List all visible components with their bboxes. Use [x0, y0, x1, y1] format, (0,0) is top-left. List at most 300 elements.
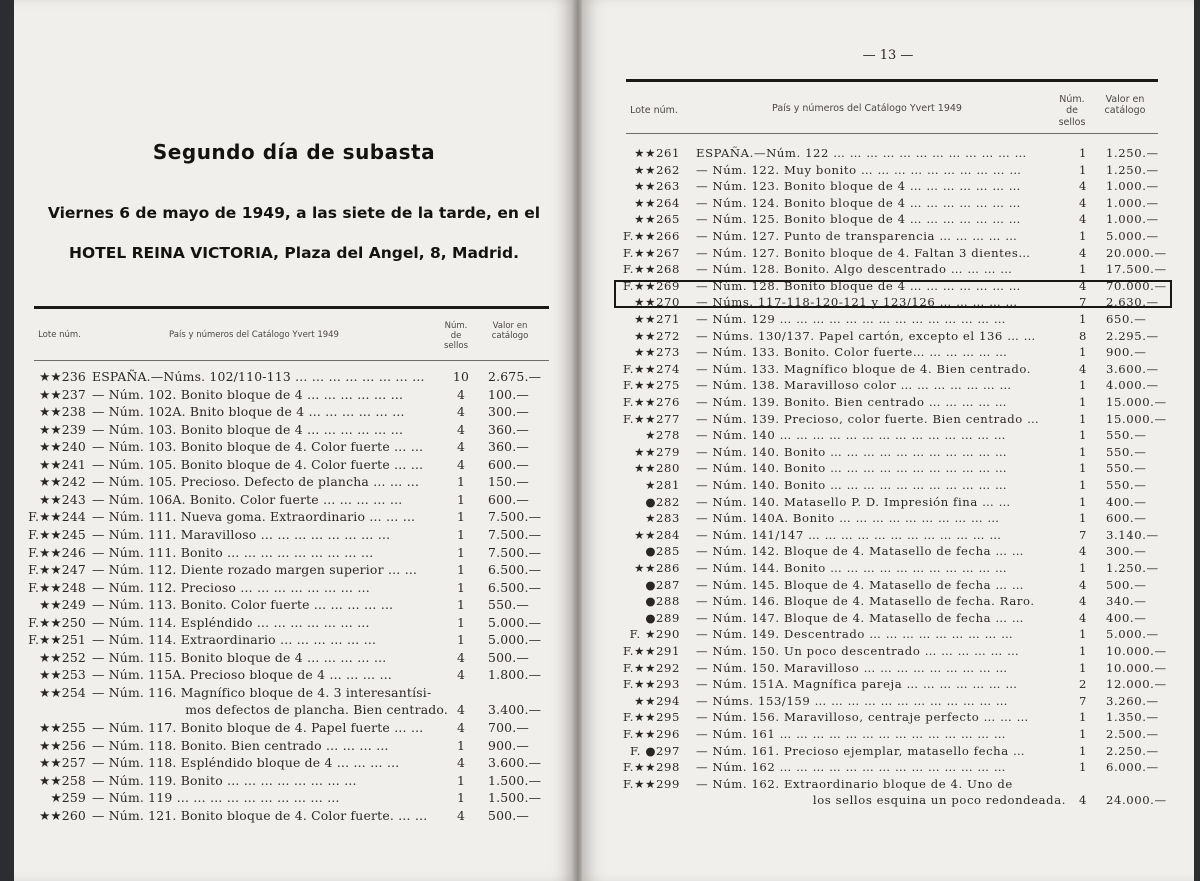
lot-row	[582, 362, 1194, 379]
lot-row	[14, 492, 574, 509]
lot-number: ★283	[645, 511, 680, 526]
lot-description: — Núms. 130/137. Papel cartón, excepto el 136 … …	[696, 328, 1036, 343]
catalog-value: 70.000.—	[1106, 278, 1167, 293]
catalog-value: 2.630.—	[1106, 295, 1159, 310]
catalog-value: 2.675.—	[488, 369, 542, 384]
stamp-count: 4	[456, 421, 466, 437]
stamp-count: 4	[456, 456, 466, 472]
lot-description: — Núm. 156. Maravilloso, centraje perfecto … … …	[696, 710, 1029, 725]
lot-number: ★★240	[39, 439, 86, 455]
lot-row	[14, 527, 574, 544]
lot-number: F.★★299	[622, 776, 680, 791]
col-lot-header: Lote núm.	[38, 330, 81, 340]
lot-row	[582, 246, 1194, 263]
lot-description: — Núm. 115. Bonito bloque de 4 … … … … …	[92, 649, 387, 665]
lot-number: ★★257	[39, 755, 86, 771]
col-lot-header: Lote núm.	[630, 105, 678, 116]
lot-number: ★★238	[39, 404, 86, 420]
catalog-value: 20.000.—	[1106, 245, 1167, 260]
lot-row	[582, 644, 1194, 661]
stamp-count: 1	[1079, 660, 1087, 675]
catalog-value: 5.000.—	[488, 632, 542, 648]
lot-description: mos defectos de plancha. Bien centrado.	[185, 702, 448, 718]
catalog-value: 650.—	[1106, 312, 1147, 326]
lot-row	[14, 685, 574, 702]
catalog-value: 12.000.—	[1106, 677, 1167, 692]
lot-description: — Núm. 150. Maravilloso … … … … … … … … …	[696, 660, 1008, 675]
lot-row	[582, 395, 1194, 412]
stamp-count: 1	[1079, 561, 1087, 575]
catalog-value: 4.000.—	[1106, 378, 1159, 393]
lot-row	[582, 378, 1194, 395]
catalog-value: 500.—	[488, 649, 529, 665]
catalog-value: 1.350.—	[1106, 710, 1159, 725]
lot-description: — Núm. 111. Nueva goma. Extraordinario … … …	[92, 509, 416, 525]
lot-description: ESPAÑA.—Núm. 122 … … … … … … … … … … … …	[696, 146, 1027, 160]
lot-description: — Núm. 125. Bonito bloque de 4 … … … … … … …	[696, 212, 1021, 227]
lot-description: — Núm. 115A. Precioso bloque de 4 … … … …	[92, 667, 393, 683]
catalog-value: 7.500.—	[488, 509, 542, 525]
catalog-value: 17.500.—	[1106, 262, 1167, 277]
lot-row	[14, 369, 574, 386]
lot-description: — Núm. 149. Descentrado … … … … … … … … …	[696, 627, 1014, 642]
lot-description: — Núm. 118. Bonito. Bien centrado … … … …	[92, 737, 389, 753]
lot-description: — Núm. 144. Bonito … … … … … … … … … … …	[696, 561, 1008, 575]
lot-description: — Núm. 139. Precioso, color fuerte. Bien centrado …	[696, 411, 1040, 426]
col-stamps-header: Núm. de sellos	[443, 321, 468, 352]
lot-description: — Núm. 128. Bonito. Algo descentrado … … … …	[696, 262, 1013, 277]
lot-description: — Núm. 140 … … … … … … … … … … … … … …	[696, 428, 1007, 443]
catalog-value: 600.—	[1106, 511, 1147, 526]
lot-row	[582, 561, 1194, 578]
catalog-value: 1.000.—	[1106, 212, 1159, 227]
lot-row	[582, 777, 1194, 794]
lot-description: los sellos esquina un poco redondeada.	[812, 793, 1066, 808]
lot-number: ★259	[50, 790, 86, 806]
lot-description: — Núm. 150. Un poco descentrado … … … … … …	[696, 644, 1020, 658]
lot-description: — Núm. 161 … … … … … … … … … … … … … …	[696, 727, 1007, 741]
lot-description: — Núm. 112. Diente rozado margen superior … …	[92, 562, 418, 578]
lot-description: — Núms. 117-118-120-121 y 123/126 … … … … …	[696, 295, 1018, 310]
stamp-count: 1	[456, 579, 466, 595]
stamp-count: 4	[456, 720, 466, 735]
left-page	[14, 0, 574, 881]
catalog-value: 900.—	[488, 737, 529, 753]
lot-description: — Núm. 121. Bonito bloque de 4. Color fuerte. … …	[92, 807, 428, 823]
lot-row	[582, 478, 1194, 495]
stamp-count: 1	[1079, 444, 1087, 459]
stamp-count: 7	[1079, 693, 1087, 708]
col-value-header: Valor en catálogo	[1104, 94, 1146, 117]
lot-number: ●285	[645, 544, 680, 559]
lot-description: — Núm. 118. Espléndido bloque de 4 … … … …	[92, 755, 400, 771]
auction-date-line: Viernes 6 de mayo de 1949, a las siete de la tarde, en el	[47, 204, 541, 222]
stamp-count: 7	[1079, 295, 1087, 310]
lot-number: F.★★247	[28, 562, 86, 578]
lot-row	[582, 262, 1194, 279]
stamp-count: 4	[456, 649, 466, 665]
lot-description: — Núm. 116. Magnífico bloque de 4. 3 interesantísi-	[92, 684, 432, 700]
lot-row	[14, 720, 574, 737]
lot-number: F.★★292	[622, 660, 680, 675]
stamp-count: 1	[456, 544, 466, 560]
lot-description: — Núm. 142. Bloque de 4. Matasello de fecha … …	[696, 544, 1025, 559]
lot-number: ●288	[645, 594, 680, 609]
catalog-value: 3.600.—	[488, 755, 542, 771]
stamp-count: 1	[456, 632, 466, 648]
lot-description: — Núm. 141/147 … … … … … … … … … … … …	[696, 527, 1002, 542]
lot-row	[582, 760, 1194, 777]
catalog-value: 15.000.—	[1106, 395, 1167, 409]
stamp-count: 2	[1079, 677, 1087, 692]
catalog-value: 7.500.—	[488, 526, 542, 542]
header-rule-top	[626, 79, 1158, 82]
stamp-count: 4	[1079, 245, 1087, 260]
lot-description: — Núm. 112. Precioso … … … … … … … …	[92, 579, 370, 595]
stamp-count: 4	[456, 807, 466, 823]
lot-number: ★★284	[634, 527, 680, 542]
catalog-value: 7.500.—	[488, 544, 542, 560]
catalog-value: 1.800.—	[488, 667, 542, 683]
lot-number: ★★254	[39, 684, 86, 700]
lot-number: ★281	[645, 478, 680, 492]
lot-row	[582, 445, 1194, 462]
stamp-count: 1	[1079, 428, 1087, 443]
stamp-count: 1	[1079, 461, 1087, 476]
lot-row	[582, 677, 1194, 694]
stamp-count: 4	[1079, 278, 1087, 293]
stamp-count: 1	[1079, 411, 1087, 426]
stamp-count: 1	[456, 491, 466, 507]
catalog-value: 1.500.—	[488, 790, 542, 806]
lot-row	[14, 773, 574, 790]
lot-description: — Núm. 127. Punto de transparencia … … … … …	[696, 229, 1018, 243]
lot-description: — Núm. 140. Matasello P. D. Impresión fina … …	[696, 494, 1011, 509]
lot-row	[582, 744, 1194, 761]
lot-number: F.★★276	[622, 395, 680, 409]
auction-title: Segundo día de subasta	[152, 140, 436, 164]
lot-number: F.★★296	[622, 727, 680, 741]
lot-description: — Núm. 161. Precioso ejemplar, matasello fecha …	[696, 743, 1026, 758]
lot-row	[582, 196, 1194, 213]
lot-number: F.★★291	[622, 644, 680, 658]
catalog-value: 10.000.—	[1106, 660, 1167, 675]
stamp-count: 7	[1079, 527, 1087, 542]
catalog-value: 10.000.—	[1106, 644, 1167, 658]
lot-description: — Núm. 140. Bonito … … … … … … … … … … …	[696, 478, 1008, 492]
catalog-value: 550.—	[1106, 478, 1147, 492]
lot-number: F.★★268	[622, 262, 680, 277]
lot-description: — Núm. 114. Extraordinario … … … … … …	[92, 632, 377, 648]
stamp-count: 1	[456, 562, 466, 578]
col-stamps-header: Núm. de sellos	[1058, 94, 1086, 128]
lot-number: F.★★274	[622, 361, 680, 376]
lot-row	[582, 212, 1194, 229]
lot-description: — Núm. 117. Bonito bloque de 4. Papel fuerte … …	[92, 720, 424, 735]
lot-description: — Núm. 114. Espléndido … … … … … … …	[92, 614, 370, 630]
lot-row	[582, 295, 1194, 312]
lot-row	[14, 580, 574, 597]
lot-number: ★★263	[634, 179, 680, 194]
stamp-count: 1	[1079, 710, 1087, 725]
lot-description: — Núm. 151A. Magnífica pareja … … … … … … …	[696, 677, 1018, 692]
stamp-count: 4	[1079, 195, 1087, 210]
lot-description: — Núm. 162 … … … … … … … … … … … … … …	[696, 760, 1007, 775]
lot-description: ESPAÑA.—Núms. 102/110-113 … … … … … … … …	[92, 369, 425, 384]
lot-number: F.★★250	[28, 614, 86, 630]
catalog-value: 300.—	[488, 404, 529, 420]
lot-description: — Núm. 102. Bonito bloque de 4 … … … … … …	[92, 386, 404, 402]
lot-row	[14, 632, 574, 649]
lot-description: — Núm. 139. Bonito. Bien centrado … … … … …	[696, 395, 1008, 409]
catalog-value: 100.—	[488, 386, 529, 402]
stamp-count: 1	[1079, 229, 1087, 243]
lot-description: — Núm. 111. Bonito … … … … … … … … …	[92, 544, 374, 560]
lot-row	[582, 495, 1194, 512]
catalog-value: 300.—	[1106, 544, 1147, 559]
catalog-value: 340.—	[1106, 594, 1147, 609]
lot-row	[582, 627, 1194, 644]
catalog-value: 900.—	[1106, 345, 1147, 360]
header-rule-top	[34, 306, 549, 309]
lot-row	[14, 702, 574, 719]
lot-description: — Núm. 113. Bonito. Color fuerte … … … … …	[92, 597, 394, 613]
catalog-value: 550.—	[1106, 444, 1147, 459]
lot-number: F.★★245	[28, 526, 86, 542]
lot-row	[14, 457, 574, 474]
lot-row	[582, 179, 1194, 196]
lot-row	[582, 412, 1194, 429]
catalog-value: 360.—	[488, 439, 529, 455]
catalog-value: 400.—	[1106, 494, 1147, 509]
col-country-header: País y números del Catálogo Yvert 1949	[169, 330, 339, 340]
stamp-count: 4	[1079, 179, 1087, 194]
lot-description: — Núm. 146. Bloque de 4. Matasello de fecha. Raro.	[696, 594, 1035, 609]
lot-row	[14, 808, 574, 825]
catalog-value: 3.140.—	[1106, 527, 1159, 542]
catalog-value: 2.500.—	[1106, 727, 1159, 741]
stamp-count: 4	[456, 667, 466, 683]
stamp-count: 1	[456, 526, 466, 542]
catalog-value: 1.250.—	[1106, 561, 1159, 575]
stamp-count: 1	[1079, 378, 1087, 393]
lot-row	[582, 461, 1194, 478]
catalog-value: 3.260.—	[1106, 693, 1159, 708]
catalog-value: 700.—	[488, 720, 529, 735]
catalog-value: 600.—	[488, 456, 529, 472]
catalog-value: 6.500.—	[488, 562, 542, 578]
lot-number: ★★294	[634, 693, 680, 708]
lot-number: ★★241	[39, 456, 86, 472]
catalog-value: 5.000.—	[1106, 229, 1159, 243]
lot-number: F.★★248	[28, 579, 86, 595]
lot-number: ●289	[645, 610, 680, 625]
catalog-value: 550.—	[488, 597, 529, 613]
catalog-value: 400.—	[1106, 610, 1147, 625]
lot-number: ★★272	[634, 328, 680, 343]
stamp-count: 4	[1079, 212, 1087, 227]
lot-description: — Núm. 102A. Bnito bloque de 4 … … … … … …	[92, 404, 405, 420]
stamp-count: 1	[456, 614, 466, 630]
lot-description: — Núm. 162. Extraordinario bloque de 4. Uno de	[696, 776, 1013, 791]
header-rule-bottom	[34, 360, 549, 361]
lot-number: ●287	[645, 577, 680, 592]
catalog-value: 6.000.—	[1106, 760, 1159, 775]
lot-row	[14, 422, 574, 439]
stamp-count: 4	[456, 386, 466, 402]
lot-row	[582, 312, 1194, 329]
stamp-count: 1	[1079, 743, 1087, 758]
lot-row	[582, 511, 1194, 528]
lot-row	[582, 544, 1194, 561]
catalog-value: 1.000.—	[1106, 179, 1159, 194]
lot-description: — Núm. 119 … … … … … … … … … …	[92, 790, 340, 806]
lot-description: — Núm. 140. Bonito … … … … … … … … … … …	[696, 461, 1008, 476]
stamp-count: 1	[456, 509, 466, 525]
stamp-count: 4	[1079, 594, 1087, 609]
lot-number: F.★★277	[622, 411, 680, 426]
lot-row	[582, 710, 1194, 727]
lot-row	[582, 578, 1194, 595]
lot-number: ★★242	[39, 474, 86, 490]
catalog-value: 15.000.—	[1106, 411, 1167, 426]
lot-row	[582, 163, 1194, 180]
right-page	[582, 0, 1194, 881]
catalog-value: 2.250.—	[1106, 743, 1159, 758]
stamp-count: 4	[1079, 544, 1087, 559]
stamp-count: 4	[1079, 793, 1087, 808]
stamp-count: 1	[1079, 312, 1087, 326]
stamp-count: 1	[456, 474, 466, 490]
lot-description: — Núm. 103. Bonito bloque de 4 … … … … … …	[92, 421, 404, 437]
catalog-value: 500.—	[1106, 577, 1147, 592]
stamp-count: 1	[456, 790, 466, 806]
auction-venue-line: HOTEL REINA VICTORIA, Plaza del Angel, 8, Madrid.	[69, 244, 519, 262]
stamp-count: 4	[456, 702, 466, 718]
lot-row	[582, 661, 1194, 678]
stamp-count: 4	[1079, 361, 1087, 376]
stamp-count: 1	[1079, 644, 1087, 658]
lot-row	[14, 545, 574, 562]
catalog-value: 1.000.—	[1106, 195, 1159, 210]
lot-number: ★★265	[634, 212, 680, 227]
catalog-value: 5.000.—	[488, 614, 542, 630]
lot-description: — Núm. 129 … … … … … … … … … … … … … …	[696, 312, 1007, 326]
lot-description: — Núm. 119. Bonito … … … … … … … …	[92, 772, 357, 788]
catalog-value: 3.400.—	[488, 702, 542, 718]
stamp-count: 1	[1079, 262, 1087, 277]
lot-number: F.★★251	[28, 632, 86, 648]
lot-number: ★★237	[39, 386, 86, 402]
catalog-value: 3.600.—	[1106, 361, 1159, 376]
stamp-count: 1	[1079, 146, 1087, 160]
lot-row	[14, 597, 574, 614]
stamp-count: 1	[1079, 395, 1087, 409]
lot-number: ★★271	[634, 312, 680, 326]
lot-number: ★★253	[39, 667, 86, 683]
stamp-count: 8	[1079, 328, 1087, 343]
lot-description: — Núm. 140A. Bonito … … … … … … … … … …	[696, 511, 1000, 526]
lot-number: ★★264	[634, 195, 680, 210]
lot-number: F. ★290	[629, 627, 680, 642]
lot-description: — Núms. 153/159 … … … … … … … … … … … …	[696, 693, 1009, 708]
lot-row	[14, 439, 574, 456]
catalog-value: 24.000.—	[1106, 793, 1167, 808]
lot-number: ★★270	[634, 295, 680, 310]
stamp-count: 10	[452, 369, 470, 384]
lot-description: — Núm. 133. Bonito. Color fuerte… … … … … …	[696, 345, 1008, 360]
lot-row	[14, 615, 574, 632]
lot-number: ★★261	[634, 146, 680, 160]
catalog-value: 2.295.—	[1106, 328, 1159, 343]
lot-number: ●282	[645, 494, 680, 509]
lot-number: ★★258	[39, 772, 86, 788]
lot-number: F.★★275	[622, 378, 680, 393]
stamp-count: 4	[1079, 610, 1087, 625]
lot-row	[582, 428, 1194, 445]
lot-row	[582, 727, 1194, 744]
lot-number: ★★273	[634, 345, 680, 360]
page-number: — 13 —	[862, 48, 914, 63]
stamp-count: 1	[456, 737, 466, 753]
lot-row	[582, 329, 1194, 346]
lot-description: — Núm. 138. Maravilloso color … … … … … … …	[696, 378, 1012, 393]
lot-row	[582, 528, 1194, 545]
lot-number: ★★286	[634, 561, 680, 575]
lot-description: — Núm. 128. Bonito bloque de 4 … … … … … … …	[696, 278, 1021, 293]
lot-description: — Núm. 105. Precioso. Defecto de plancha … … …	[92, 474, 420, 490]
lot-number: ★278	[645, 428, 680, 443]
stamp-count: 4	[456, 439, 466, 455]
lot-description: — Núm. 127. Bonito bloque de 4. Faltan 3 dientes…	[696, 245, 1031, 260]
lot-description: — Núm. 147. Bloque de 4. Matasello de fecha … …	[696, 610, 1025, 625]
lot-row	[582, 611, 1194, 628]
catalog-value: 1.500.—	[488, 772, 542, 788]
lot-number: F.★★295	[622, 710, 680, 725]
lot-row	[582, 146, 1194, 163]
catalog-value: 1.250.—	[1106, 146, 1159, 160]
lot-number: F.★★266	[622, 229, 680, 243]
lot-row	[582, 694, 1194, 711]
lot-number: F.★★293	[622, 677, 680, 692]
stamp-count: 4	[1079, 577, 1087, 592]
catalog-value: 360.—	[488, 421, 529, 437]
stamp-count: 1	[1079, 760, 1087, 775]
lot-description: — Núm. 140. Bonito … … … … … … … … … … …	[696, 444, 1008, 459]
lot-row	[14, 667, 574, 684]
lot-number: F.★★267	[622, 245, 680, 260]
lot-row	[14, 509, 574, 526]
lot-description: — Núm. 105. Bonito bloque de 4. Color fuerte … …	[92, 456, 424, 472]
lot-number: ★★279	[634, 444, 680, 459]
catalog-value: 550.—	[1106, 461, 1147, 476]
lot-number: ★★280	[634, 461, 680, 476]
lot-number: ★★249	[39, 597, 86, 613]
lot-description: — Núm. 106A. Bonito. Color fuerte … … … … …	[92, 491, 403, 507]
stamp-count: 1	[1079, 494, 1087, 509]
lot-number: ★★236	[39, 369, 86, 384]
lot-row	[582, 229, 1194, 246]
lot-number: ★★256	[39, 737, 86, 753]
catalog-value: 600.—	[488, 491, 529, 507]
catalog-value: 6.500.—	[488, 579, 542, 595]
lot-number: F.★★269	[622, 278, 680, 293]
lot-row	[14, 650, 574, 667]
lot-number: F.★★298	[622, 760, 680, 775]
stamp-count: 1	[1079, 627, 1087, 642]
catalog-value: 150.—	[488, 474, 529, 490]
header-rule-bottom	[626, 133, 1158, 134]
